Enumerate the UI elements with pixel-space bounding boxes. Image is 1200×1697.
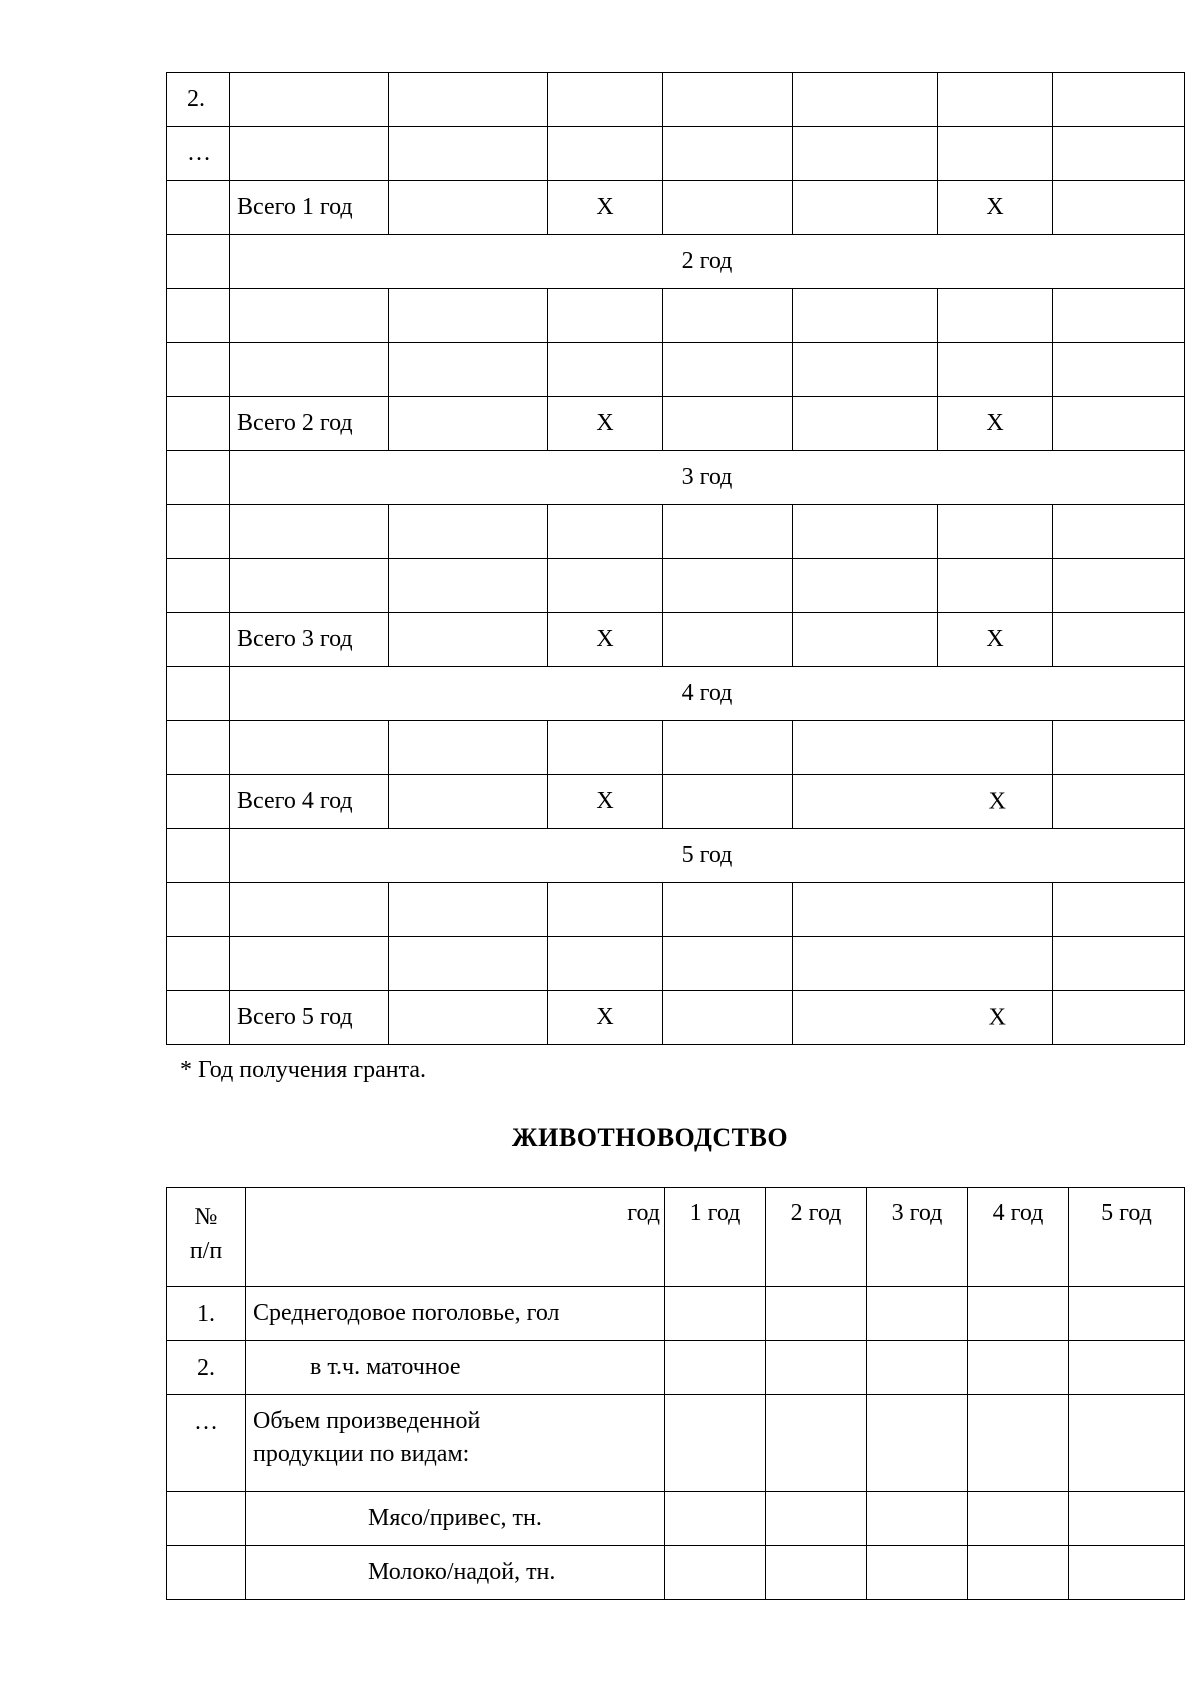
value-cell	[389, 505, 548, 559]
row-label	[246, 1395, 665, 1492]
x-mark: X	[988, 788, 1006, 814]
table-row	[167, 73, 1185, 127]
table-row	[167, 937, 1185, 991]
table-row	[167, 883, 1185, 937]
row-number	[167, 883, 230, 937]
row-label: Молоко/надой, тн.	[246, 1546, 665, 1600]
value-cell	[1069, 1546, 1185, 1600]
value-cell	[938, 127, 1053, 181]
table-row	[167, 343, 1185, 397]
year-header-row	[167, 451, 1185, 505]
header-year-3: 3 год	[867, 1188, 968, 1287]
x-mark: X	[988, 1004, 1006, 1030]
header-year-1: 1 год	[665, 1188, 766, 1287]
value-cell	[766, 1287, 867, 1341]
value-cell	[766, 1395, 867, 1492]
value-cell	[548, 721, 663, 775]
value-cell	[1053, 343, 1185, 397]
total-label: Всего 5 год	[230, 991, 389, 1045]
year-header-row	[167, 829, 1185, 883]
value-cell	[389, 397, 548, 451]
merged-cell	[793, 775, 1053, 829]
row-label	[230, 73, 389, 127]
x-mark: X	[548, 397, 663, 451]
value-cell	[389, 127, 548, 181]
total-label: Всего 2 год	[230, 397, 389, 451]
value-cell	[663, 181, 793, 235]
value-cell	[1053, 505, 1185, 559]
table-row	[167, 289, 1185, 343]
value-cell	[665, 1492, 766, 1546]
value-cell	[663, 289, 793, 343]
value-cell	[1069, 1395, 1185, 1492]
value-cell	[938, 289, 1053, 343]
value-cell	[1053, 181, 1185, 235]
table-row	[167, 1395, 1185, 1492]
value-cell	[389, 73, 548, 127]
row-label-line-1: Объем произведенной	[253, 1408, 481, 1434]
value-cell	[968, 1341, 1069, 1395]
value-cell	[968, 1287, 1069, 1341]
value-cell	[663, 883, 793, 937]
value-cell	[548, 73, 663, 127]
value-cell	[793, 127, 938, 181]
value-cell	[938, 505, 1053, 559]
value-cell	[1053, 73, 1185, 127]
row-number: 2.	[167, 73, 230, 127]
x-mark: X	[938, 181, 1053, 235]
value-cell	[663, 991, 793, 1045]
value-cell	[1053, 991, 1185, 1045]
value-cell	[389, 559, 548, 613]
row-label	[230, 289, 389, 343]
value-cell	[663, 127, 793, 181]
value-cell	[389, 937, 548, 991]
row-number	[167, 559, 230, 613]
value-cell	[665, 1341, 766, 1395]
row-label	[230, 883, 389, 937]
value-cell	[1069, 1341, 1185, 1395]
value-cell	[663, 559, 793, 613]
x-mark: X	[548, 991, 663, 1045]
row-number: 1.	[167, 1287, 246, 1341]
total-label: Всего 1 год	[230, 181, 389, 235]
total-row	[167, 181, 1185, 235]
year-label: 3 год	[230, 451, 1185, 505]
livestock-table	[166, 1187, 1185, 1600]
row-label	[230, 937, 389, 991]
year-label: 2 год	[230, 235, 1185, 289]
value-cell	[1069, 1287, 1185, 1341]
value-cell	[968, 1395, 1069, 1492]
value-cell	[665, 1546, 766, 1600]
value-cell	[389, 883, 548, 937]
value-cell	[548, 343, 663, 397]
value-cell	[663, 937, 793, 991]
value-cell	[938, 559, 1053, 613]
row-number	[167, 1492, 246, 1546]
value-cell	[389, 613, 548, 667]
year-label: 5 год	[230, 829, 1185, 883]
value-cell	[548, 559, 663, 613]
value-cell	[663, 73, 793, 127]
value-cell	[663, 343, 793, 397]
row-number	[167, 613, 230, 667]
row-label	[230, 505, 389, 559]
value-cell	[1053, 559, 1185, 613]
row-number	[167, 991, 230, 1045]
merged-cell	[793, 937, 1053, 991]
table-row	[167, 1492, 1185, 1546]
value-cell	[548, 937, 663, 991]
value-cell	[1069, 1492, 1185, 1546]
x-mark: X	[548, 181, 663, 235]
total-row	[167, 397, 1185, 451]
table-row	[167, 1546, 1185, 1600]
value-cell	[1053, 883, 1185, 937]
x-mark: X	[938, 613, 1053, 667]
value-cell	[389, 775, 548, 829]
footnote: * Год получения гранта.	[180, 1057, 427, 1083]
value-cell	[793, 613, 938, 667]
header-year-5: 5 год	[1069, 1188, 1185, 1287]
year-label: 4 год	[230, 667, 1185, 721]
row-label: Среднегодовое поголовье, гол	[246, 1287, 665, 1341]
row-number	[167, 775, 230, 829]
row-number	[167, 289, 230, 343]
row-number	[167, 505, 230, 559]
value-cell	[548, 127, 663, 181]
row-number: …	[167, 1395, 246, 1492]
value-cell	[793, 559, 938, 613]
merged-cell	[793, 721, 1053, 775]
value-cell	[389, 289, 548, 343]
year-header-row	[167, 235, 1185, 289]
table-row	[167, 721, 1185, 775]
value-cell	[867, 1492, 968, 1546]
value-cell	[968, 1492, 1069, 1546]
row-label: в т.ч. маточное	[246, 1341, 665, 1395]
value-cell	[1053, 397, 1185, 451]
value-cell	[867, 1287, 968, 1341]
crop-production-table	[166, 72, 1185, 1045]
value-cell	[389, 991, 548, 1045]
value-cell	[793, 73, 938, 127]
value-cell	[663, 505, 793, 559]
value-cell	[867, 1546, 968, 1600]
x-mark: X	[938, 397, 1053, 451]
value-cell	[1053, 775, 1185, 829]
x-mark: X	[548, 613, 663, 667]
value-cell	[1053, 613, 1185, 667]
value-cell	[548, 883, 663, 937]
row-label	[230, 343, 389, 397]
section-title: ЖИВОТНОВОДСТВО	[511, 1123, 789, 1152]
row-number	[167, 1546, 246, 1600]
value-cell	[1053, 289, 1185, 343]
value-cell	[938, 343, 1053, 397]
value-cell	[766, 1341, 867, 1395]
value-cell	[665, 1287, 766, 1341]
row-label	[230, 721, 389, 775]
row-number: …	[167, 127, 230, 181]
value-cell	[389, 343, 548, 397]
row-number	[167, 451, 230, 505]
table-row	[167, 1287, 1185, 1341]
row-label: Мясо/привес, тн.	[246, 1492, 665, 1546]
row-number: 2.	[167, 1341, 246, 1395]
total-label: Всего 3 год	[230, 613, 389, 667]
table-row	[167, 559, 1185, 613]
value-cell	[766, 1546, 867, 1600]
value-cell	[867, 1395, 968, 1492]
value-cell	[389, 181, 548, 235]
value-cell	[793, 505, 938, 559]
row-number	[167, 829, 230, 883]
header-year-4: 4 год	[968, 1188, 1069, 1287]
table-row	[167, 1341, 1185, 1395]
header-year-2: 2 год	[766, 1188, 867, 1287]
value-cell	[793, 343, 938, 397]
row-number	[167, 397, 230, 451]
row-label-line-2: продукции по видам:	[253, 1441, 470, 1467]
value-cell	[663, 613, 793, 667]
value-cell	[665, 1395, 766, 1492]
total-label: Всего 4 год	[230, 775, 389, 829]
header-year-label: год	[246, 1188, 665, 1287]
value-cell	[968, 1546, 1069, 1600]
merged-cell	[793, 991, 1053, 1045]
row-number	[167, 721, 230, 775]
value-cell	[793, 289, 938, 343]
value-cell	[1053, 937, 1185, 991]
header-pp: п/п	[189, 1238, 223, 1264]
table-row	[167, 505, 1185, 559]
total-row	[167, 613, 1185, 667]
value-cell	[1053, 721, 1185, 775]
row-number	[167, 343, 230, 397]
value-cell	[548, 289, 663, 343]
header-number-sign: №	[194, 1204, 218, 1230]
value-cell	[663, 775, 793, 829]
value-cell	[766, 1492, 867, 1546]
row-number	[167, 667, 230, 721]
year-header-row	[167, 667, 1185, 721]
value-cell	[389, 721, 548, 775]
row-label	[230, 559, 389, 613]
table-header-row	[167, 1188, 1185, 1287]
merged-cell	[793, 883, 1053, 937]
row-number	[167, 181, 230, 235]
value-cell	[793, 181, 938, 235]
value-cell	[938, 73, 1053, 127]
total-row	[167, 775, 1185, 829]
row-label	[230, 127, 389, 181]
row-number	[167, 937, 230, 991]
value-cell	[663, 397, 793, 451]
total-row	[167, 991, 1185, 1045]
value-cell	[1053, 127, 1185, 181]
row-number	[167, 235, 230, 289]
header-number-cell	[167, 1188, 246, 1287]
x-mark: X	[548, 775, 663, 829]
table-row	[167, 127, 1185, 181]
value-cell	[548, 505, 663, 559]
value-cell	[663, 721, 793, 775]
value-cell	[793, 397, 938, 451]
value-cell	[867, 1341, 968, 1395]
